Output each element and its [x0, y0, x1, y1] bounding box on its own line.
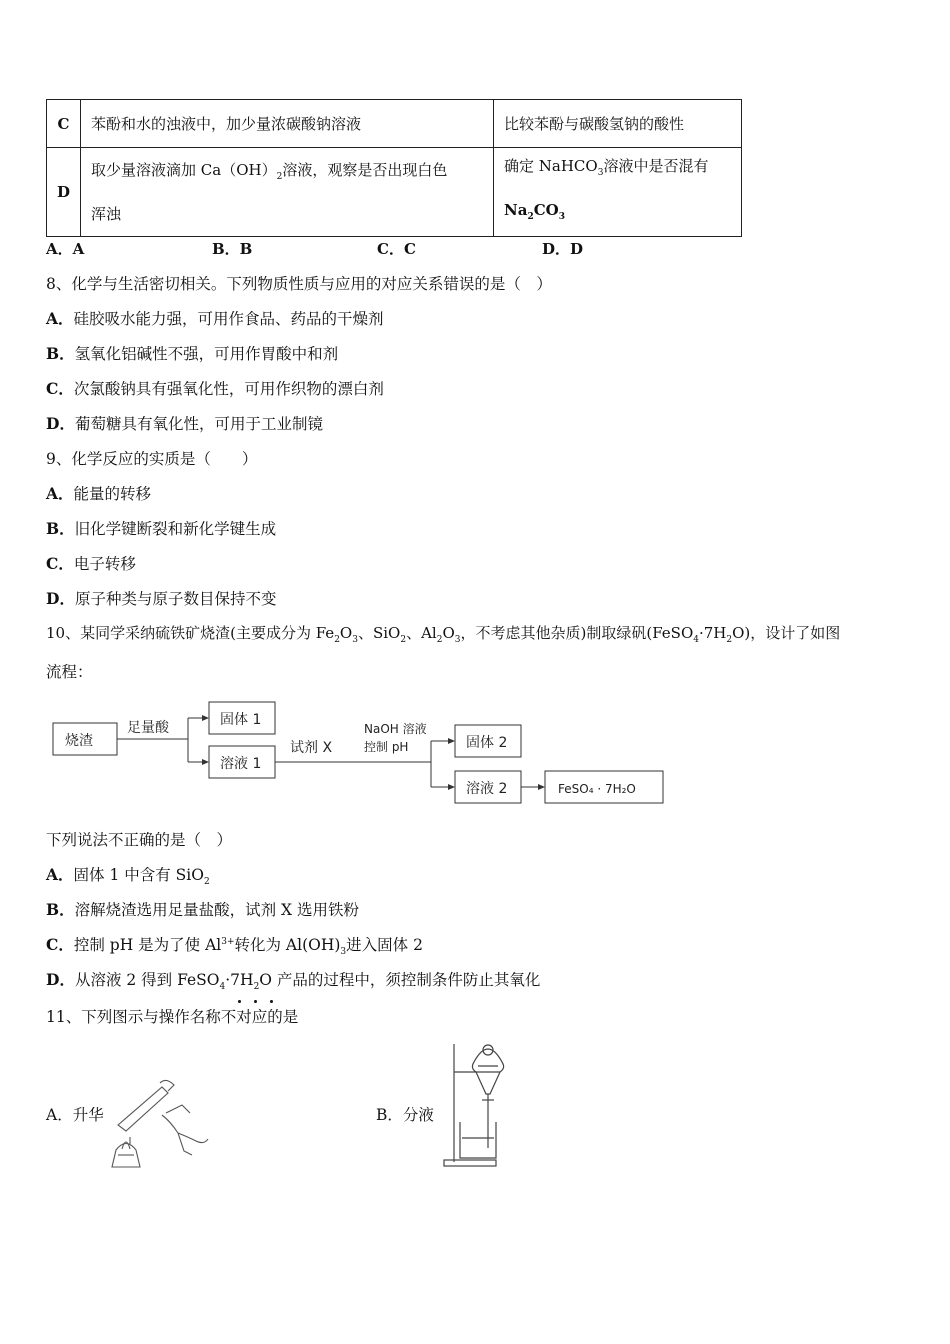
q9-option-b[interactable]: B．旧化学键断裂和新化学键生成 — [46, 519, 277, 538]
choice-c[interactable]: C．C — [377, 240, 416, 258]
choice-a[interactable]: A．A — [46, 240, 85, 258]
q9-option-d[interactable]: D．原子种类与原子数目保持不变 — [46, 589, 277, 608]
emphasis-dot — [254, 1000, 257, 1003]
q11-option-b-label[interactable]: B．分液 — [376, 1106, 434, 1124]
q10-option-c[interactable]: C．控制 pH 是为了使 $Al^{3+}$转化为 $Al(OH)_3$进入固体 2 — [46, 935, 423, 958]
q10-option-b[interactable]: B．溶解烧渣选用足量盐酸，试剂 X 选用铁粉 — [46, 900, 359, 919]
q10-stem-line2: 流程： — [46, 663, 93, 681]
row-right: 确定 NaHCO$_3$溶液中是否混有 $Na_2CO_3$ — [494, 148, 742, 237]
q10-stem: 10、某同学采纳硫铁矿烧渣(主要成分为 $Fe_2O_3$、SiO$_2$、$Al_2O_3$，不考虑其他杂质)制取绿矾$(FeSO_4\cdot 7H_2O)$，设计了如图 — [46, 624, 841, 645]
arrow-label-naoh: NaOH 溶液 — [364, 722, 427, 736]
q9-option-c[interactable]: C．电子转移 — [46, 554, 136, 573]
node-guti1: 固体 1 — [220, 712, 262, 728]
table-row — [47, 148, 742, 237]
node-rongye2: 溶液 2 — [466, 781, 508, 797]
q8-option-c[interactable]: C．次氯酸钠具有强氧化性，可用作织物的漂白剂 — [46, 379, 384, 398]
q9-option-a[interactable]: A．能量的转移 — [46, 484, 152, 503]
arrow-label-reagent-x: 试剂 X — [290, 740, 333, 756]
arrow-label-ph: 控制 pH — [364, 740, 409, 754]
q10-sub-stem: 下列说法不正确的是（ ） — [46, 831, 233, 849]
node-guti2: 固体 2 — [466, 735, 508, 751]
row-left: 取少量溶液滴加 $Ca(OH)_2$溶液，观察是否出现白色 浑浊 — [81, 148, 494, 237]
q8-option-a[interactable]: A．硅胶吸水能力强，可用作食品、药品的干燥剂 — [46, 309, 384, 328]
node-product: FeSO₄ · 7H₂O — [558, 782, 636, 796]
q10-option-d[interactable]: D．从溶液 2 得到 $FeSO_4\cdot 7H_2O$ 产品的过程中，须控制条件防止其氧化 — [46, 970, 541, 993]
process-flow-diagram — [46, 695, 676, 813]
table-row — [47, 100, 742, 148]
row-key: C — [47, 100, 81, 148]
q10-option-a[interactable]: A．固体 1 中含有 SiO$_2$ — [46, 865, 210, 888]
emphasis-dot — [238, 1000, 241, 1003]
row-left: 苯酚和水的浊液中，加少量浓碳酸钠溶液 — [81, 100, 494, 148]
node-rongye1: 溶液 1 — [220, 756, 262, 772]
row-key: D — [47, 148, 81, 237]
arrow-label-acid: 足量酸 — [127, 720, 169, 736]
emphasis-dot — [270, 1000, 273, 1003]
separatory-funnel-apparatus-image — [440, 1038, 530, 1168]
sublimation-apparatus-image — [100, 1075, 215, 1170]
q8-option-d[interactable]: D．葡萄糖具有氧化性，可用于工业制镜 — [46, 414, 323, 433]
row-right: 比较苯酚与碳酸氢钠的酸性 — [494, 100, 742, 148]
node-shaozha: 烧渣 — [65, 733, 93, 749]
q11-stem: 11、下列图示与操作名称不对应的是 — [46, 1008, 299, 1026]
q8-stem: 8、化学与生活密切相关。下列物质性质与应用的对应关系错误的是（ ） — [46, 275, 552, 293]
choice-d[interactable]: D．D — [542, 240, 584, 258]
options-table — [46, 99, 742, 237]
q11-option-a-label[interactable]: A．升华 — [46, 1106, 104, 1124]
q9-stem: 9、化学反应的实质是（ ） — [46, 450, 258, 468]
choice-b[interactable]: B．B — [212, 240, 253, 258]
q8-option-b[interactable]: B．氢氧化铝碱性不强，可用作胃酸中和剂 — [46, 344, 339, 363]
